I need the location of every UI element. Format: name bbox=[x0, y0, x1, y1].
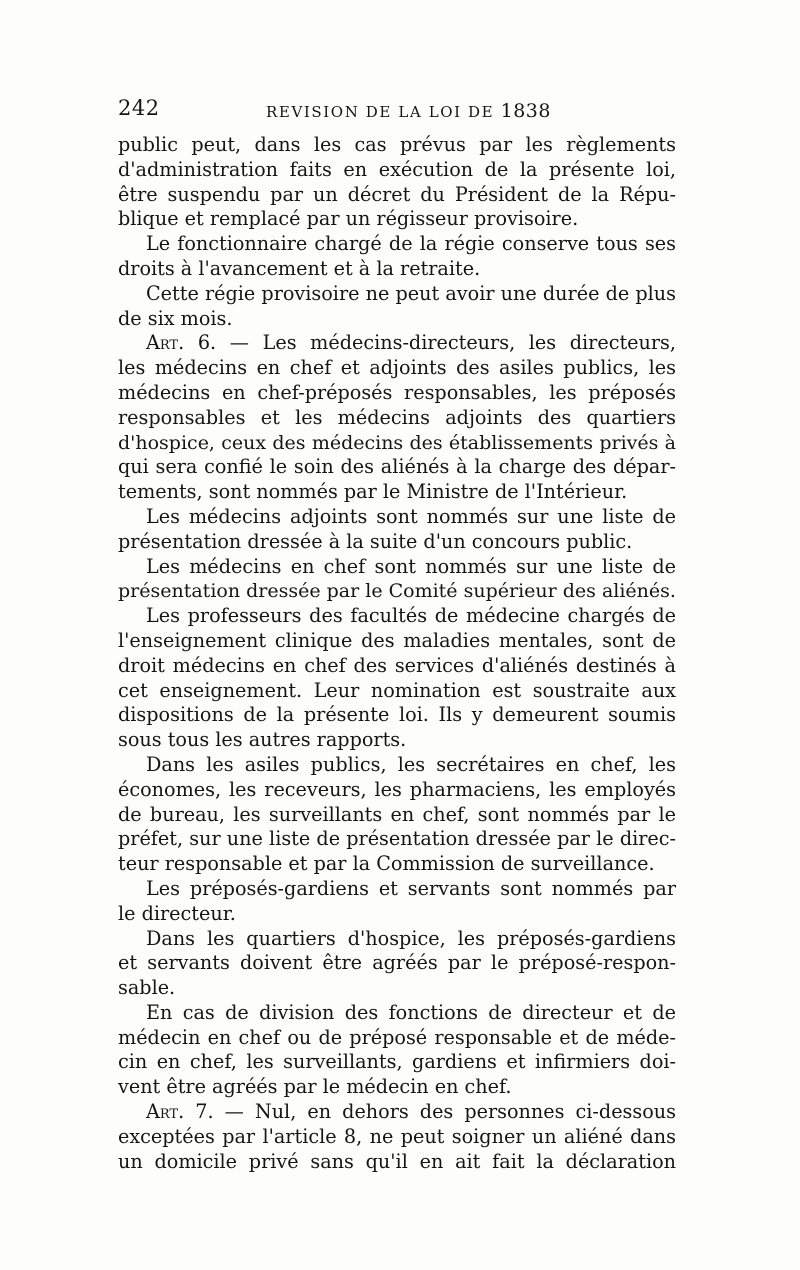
text-line-content: économes, les receveurs, les pharmaciens, les employés bbox=[118, 777, 676, 801]
text-line-content: cet enseignement. Leur nomination est soustraite aux bbox=[118, 678, 676, 702]
text-line bbox=[118, 530, 676, 555]
text-line bbox=[118, 1001, 676, 1026]
text-line-content: préfet, sur une liste de présentation dressée par le direc- bbox=[118, 827, 676, 851]
text-line bbox=[118, 1026, 676, 1051]
text-line-content: exceptées par l'article 8, ne peut soigner un aliéné dans bbox=[118, 1124, 676, 1148]
text-line bbox=[118, 356, 676, 381]
text-line bbox=[118, 282, 676, 307]
text-line-content: — Nul, en dehors des personnes ci-dessous bbox=[213, 1100, 677, 1124]
text-line bbox=[118, 307, 676, 332]
text-line-content: Les préposés-gardiens et servants sont nommés par bbox=[146, 876, 676, 900]
text-line bbox=[118, 604, 676, 629]
text-line-content: responsables et les médecins adjoints des quartiers bbox=[118, 405, 676, 429]
text-line-content: d'hospice, ceux des médecins des établissements privés à bbox=[118, 431, 676, 454]
running-head bbox=[118, 96, 678, 126]
text-line-content: être suspendu par un décret du Président de la Répu- bbox=[118, 182, 676, 206]
text-line-content: teur responsable et par la Commission de surveillance. bbox=[118, 852, 655, 876]
article-label: Art. 6. bbox=[146, 331, 217, 355]
text-line bbox=[118, 505, 676, 530]
text-line-content: sable. bbox=[118, 976, 176, 1000]
text-line bbox=[118, 951, 676, 976]
text-line-content: Dans les asiles publics, les secrétaires en chef, les bbox=[146, 752, 676, 776]
text-line bbox=[118, 381, 676, 406]
text-line-content: Les professeurs des facultés de médecine chargés de bbox=[146, 604, 676, 628]
text-line bbox=[118, 902, 676, 927]
running-title-text: REVISION DE LA LOI DE bbox=[266, 103, 495, 121]
text-line-content: d'administration faits en exécution de la présente loi, bbox=[118, 157, 676, 181]
article-label: Art. 7. bbox=[146, 1100, 214, 1124]
text-line bbox=[118, 555, 676, 580]
text-line-content: public peut, dans les cas prévus par les règlements bbox=[118, 133, 676, 156]
text-line bbox=[118, 406, 676, 431]
text-line-content: dispositions de la présente loi. Ils y demeurent soumis bbox=[118, 703, 676, 727]
text-line-content: Les médecins adjoints sont nommés sur une liste de bbox=[146, 504, 676, 528]
text-line-content: Le fonctionnaire chargé de la régie conserve tous ses bbox=[146, 232, 676, 256]
text-line bbox=[118, 431, 676, 456]
text-line-content: un domicile privé sans qu'il en ait fait la déclaration bbox=[118, 1149, 676, 1173]
text-line-content: de bureau, les surveillants en chef, sont nommés par le bbox=[118, 802, 676, 826]
text-line bbox=[118, 976, 676, 1001]
text-line-content: présentation dressée par le Comité supérieur des aliénés. bbox=[118, 580, 676, 603]
text-line-content: de six mois. bbox=[118, 306, 233, 330]
text-line bbox=[118, 728, 676, 753]
text-line bbox=[118, 827, 676, 852]
text-line bbox=[118, 679, 676, 704]
text-line-content: Dans les quartiers d'hospice, les préposés-gardiens bbox=[146, 926, 676, 950]
text-line-content: En cas de division des fonctions de directeur et de bbox=[146, 1000, 676, 1024]
running-title-year: 1838 bbox=[500, 100, 551, 122]
text-line-content: blique et remplacé par un régisseur provisoire. bbox=[118, 207, 579, 231]
text-line-content: tements, sont nommés par le Ministre de l'Intérieur. bbox=[118, 480, 628, 504]
text-line bbox=[118, 207, 676, 232]
text-line-content: présentation dressée à la suite d'un concours public. bbox=[118, 529, 633, 553]
body-text bbox=[118, 133, 676, 1174]
text-line bbox=[118, 183, 676, 208]
text-line bbox=[118, 232, 676, 257]
text-line bbox=[118, 703, 676, 728]
text-line-content: Les médecins en chef sont nommés sur une liste de bbox=[146, 554, 676, 578]
text-line bbox=[118, 133, 676, 158]
text-line-content: — Les médecins-directeurs, les directeurs, bbox=[216, 331, 677, 355]
text-line bbox=[118, 753, 676, 778]
text-line-content: médecins en chef-préposés responsables, les préposés bbox=[118, 380, 676, 404]
text-line bbox=[118, 1050, 676, 1075]
text-line bbox=[118, 158, 676, 183]
text-line bbox=[118, 877, 676, 902]
text-line-content: l'enseignement clinique des maladies mentales, sont de bbox=[118, 628, 676, 652]
text-line-content: cin en chef, les surveillants, gardiens et infirmiers doi- bbox=[118, 1050, 676, 1074]
text-line bbox=[118, 654, 676, 679]
text-line bbox=[118, 852, 676, 877]
running-title bbox=[266, 100, 551, 122]
text-line bbox=[118, 927, 676, 952]
text-line bbox=[118, 629, 676, 654]
text-line-content: droits à l'avancement et à la retraite. bbox=[118, 256, 481, 280]
text-line-content: droit médecins en chef des services d'aliénés destinés à bbox=[118, 653, 676, 677]
text-line-content: médecin en chef ou de préposé responsable et de méde- bbox=[118, 1025, 676, 1049]
text-line bbox=[118, 803, 676, 828]
text-line-content: et servants doivent être agréés par le préposé-respon- bbox=[118, 951, 676, 975]
text-line-content: vent être agréés par le médecin en chef. bbox=[118, 1075, 512, 1099]
text-line bbox=[118, 579, 676, 604]
text-line bbox=[118, 257, 676, 282]
text-line bbox=[118, 1125, 676, 1150]
text-line bbox=[118, 480, 676, 505]
text-line bbox=[118, 778, 676, 803]
text-line-content: les médecins en chef et adjoints des asiles publics, les bbox=[118, 356, 676, 380]
text-line bbox=[118, 331, 676, 356]
text-line bbox=[118, 455, 676, 480]
text-line-content: le directeur. bbox=[118, 901, 236, 925]
text-line bbox=[118, 1100, 676, 1125]
text-line bbox=[118, 1150, 676, 1175]
page-number: 242 bbox=[118, 96, 160, 120]
text-line-content: sous tous les autres rapports. bbox=[118, 728, 407, 752]
text-line bbox=[118, 1075, 676, 1100]
text-line-content: qui sera confié le soin des aliénés à la charge des dépar- bbox=[118, 455, 676, 479]
text-line-content: Cette régie provisoire ne peut avoir une durée de plus bbox=[146, 281, 676, 305]
